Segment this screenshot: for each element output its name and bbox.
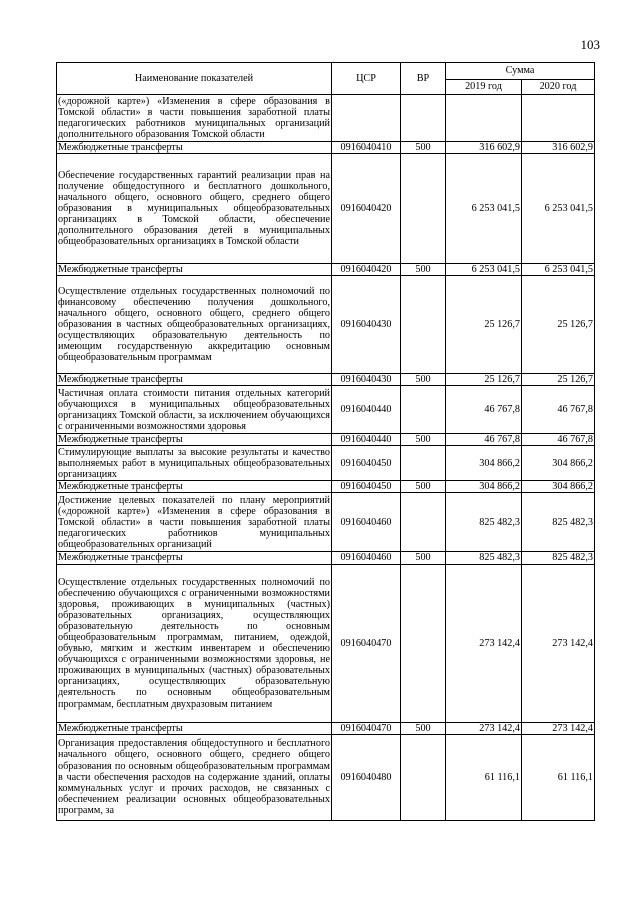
row-sum-2019-cell: 6 253 041,5 xyxy=(446,154,522,264)
row-csr-cell: 0916040440 xyxy=(332,434,401,446)
row-sum-2020-cell: 61 116,1 xyxy=(522,734,595,820)
row-vr-cell xyxy=(401,734,446,820)
table-row xyxy=(57,95,595,142)
row-sum-2019-cell: 304 866,2 xyxy=(446,446,522,481)
row-sum-2019-cell xyxy=(446,95,522,142)
row-sum-2020-cell: 46 767,8 xyxy=(522,386,595,434)
row-csr-cell: 0916040430 xyxy=(332,374,401,386)
row-sum-2019-cell: 25 126,7 xyxy=(446,374,522,386)
row-vr-cell xyxy=(401,446,446,481)
row-csr-cell: 0916040470 xyxy=(332,564,401,722)
row-sum-2019-cell: 304 866,2 xyxy=(446,481,522,493)
row-vr-cell xyxy=(401,276,446,374)
row-sum-2020-cell: 6 253 041,5 xyxy=(522,154,595,264)
row-name-cell: («дорожной карте») «Изменения в сфере образования в Томской области» в части повышения заработной платы педагогических работников муниципальных организаций дополнительного образования Томской области xyxy=(58,95,330,141)
row-vr-cell: 500 xyxy=(401,434,446,446)
header-year-2019: 2019 год xyxy=(446,80,522,95)
row-name-cell: Осуществление отдельных государственных полномочий по финансовому обеспечению получения дошкольного, начального общего, основного общего, среднего общего образования в частных общеобразовательных организациях, осуществляющих образовательную деятельность по имеющим государственную аккредитацию основным общеобразовательным программам xyxy=(57,276,332,374)
row-sum-2019-cell: 273 142,4 xyxy=(446,564,522,722)
table-row xyxy=(57,276,595,374)
table-row xyxy=(57,722,595,734)
row-name-cell: Межбюджетные трансферты xyxy=(57,434,332,446)
row-csr-cell: 0916040410 xyxy=(332,142,401,154)
row-name-cell: Межбюджетные трансферты xyxy=(57,374,332,386)
row-sum-2020-cell: 46 767,8 xyxy=(522,434,595,446)
table-row xyxy=(57,264,595,276)
row-csr-cell: 0916040450 xyxy=(332,446,401,481)
row-sum-2019-cell: 25 126,7 xyxy=(446,276,522,374)
row-name-cell: Межбюджетные трансферты xyxy=(57,481,332,493)
row-sum-2019-cell: 825 482,3 xyxy=(446,493,522,552)
row-name-cell: Межбюджетные трансферты xyxy=(57,552,332,564)
row-csr-cell: 0916040450 xyxy=(332,481,401,493)
row-vr-cell xyxy=(401,386,446,434)
row-sum-2020-cell: 273 142,4 xyxy=(522,564,595,722)
row-sum-2020-cell: 304 866,2 xyxy=(522,446,595,481)
table-row xyxy=(57,564,595,722)
row-vr-cell xyxy=(401,154,446,264)
row-csr-cell: 0916040420 xyxy=(332,154,401,264)
table-row xyxy=(57,386,595,434)
table-row xyxy=(57,434,595,446)
header-vr: ВР xyxy=(401,63,446,95)
row-csr-cell: 0916040420 xyxy=(332,264,401,276)
row-name-cell: Достижение целевых показателей по плану мероприятий («дорожной карте») «Изменения в сфере образования в Томской области» в части повышения заработной платы педагогических работников муниципальных общеобразовательных организаций xyxy=(58,494,330,551)
row-sum-2020-cell xyxy=(522,95,595,142)
row-sum-2020-cell: 825 482,3 xyxy=(522,493,595,552)
table-row xyxy=(57,446,595,481)
row-vr-cell xyxy=(401,95,446,142)
table-row xyxy=(57,142,595,154)
row-name-cell: Стимулирующие выплаты за высокие результаты и качество выполняемых работ в муниципальных общеобразовательных организациях xyxy=(58,446,330,480)
row-vr-cell xyxy=(401,564,446,722)
row-csr-cell: 0916040440 xyxy=(332,386,401,434)
row-sum-2019-cell: 316 602,9 xyxy=(446,142,522,154)
row-vr-cell xyxy=(401,493,446,552)
header-year-2020: 2020 год xyxy=(522,80,595,95)
row-sum-2019-cell: 61 116,1 xyxy=(446,734,522,820)
row-vr-cell: 500 xyxy=(401,722,446,734)
page-number: 103 xyxy=(580,37,600,52)
row-csr-cell xyxy=(332,95,401,142)
row-name-cell: Межбюджетные трансферты xyxy=(57,264,332,276)
row-sum-2019-cell: 825 482,3 xyxy=(446,552,522,564)
row-sum-2019-cell: 273 142,4 xyxy=(446,722,522,734)
header-sum: Сумма xyxy=(446,63,595,80)
row-name-cell: Осуществление отдельных государственных полномочий по обеспечению обучающихся с ограниченными возможностями здоровья, проживающих в муниципальных (частных) образовательных организациях, осуществляющих образовательную деятельность по основным общеобразовательным программам, питанием, одеждой, обувью, мягким и жестким инвентарем и обеспечению обучающихся с ограниченными возможностями здоровья, не проживающих в муниципальных (частных) образовательных организациях, осуществляющих образовательную деятельность по основным общеобразовательным программам, бесплатным двухразовым питанием xyxy=(57,564,332,722)
row-sum-2020-cell: 25 126,7 xyxy=(522,276,595,374)
row-csr-cell: 0916040430 xyxy=(332,276,401,374)
row-sum-2020-cell: 6 253 041,5 xyxy=(522,264,595,276)
row-sum-2020-cell: 825 482,3 xyxy=(522,552,595,564)
row-csr-cell: 0916040460 xyxy=(332,552,401,564)
header-csr: ЦСР xyxy=(332,63,401,95)
row-sum-2019-cell: 46 767,8 xyxy=(446,434,522,446)
row-sum-2020-cell: 304 866,2 xyxy=(522,481,595,493)
row-vr-cell: 500 xyxy=(401,142,446,154)
row-csr-cell: 0916040460 xyxy=(332,493,401,552)
row-vr-cell: 500 xyxy=(401,264,446,276)
table-row xyxy=(57,552,595,564)
row-sum-2020-cell: 273 142,4 xyxy=(522,722,595,734)
row-sum-2020-cell: 25 126,7 xyxy=(522,374,595,386)
table-row xyxy=(57,734,595,820)
row-name-cell: Обеспечение государственных гарантий реализации прав на получение общедоступного и бесплатного дошкольного, начального общего, основного общего, среднего общего образования в муниципальных общеобразовательных организациях в Томской области, обеспечение дополнительного образования детей в муниципальных общеобразовательных организациях в Томской области xyxy=(57,154,332,264)
budget-table xyxy=(56,62,595,821)
row-name-cell: Межбюджетные трансферты xyxy=(57,722,332,734)
row-name-cell: Организация предоставления общедоступного и бесплатного начального общего, основного общего, среднего общего образования по основным общеобразовательным программам в части обеспечения расходов на содержание зданий, оплаты коммунальных услуг и прочих расходов, не связанных с обеспечением реализации основных общеобразовательных программ, за xyxy=(57,734,332,820)
row-sum-2019-cell: 46 767,8 xyxy=(446,386,522,434)
row-name-cell: Межбюджетные трансферты xyxy=(57,142,332,154)
row-vr-cell: 500 xyxy=(401,374,446,386)
row-vr-cell: 500 xyxy=(401,552,446,564)
table-row xyxy=(57,154,595,264)
header-name: Наименование показателей xyxy=(57,63,332,95)
row-vr-cell: 500 xyxy=(401,481,446,493)
table-row xyxy=(57,374,595,386)
row-csr-cell: 0916040470 xyxy=(332,722,401,734)
row-name-cell: Частичная оплата стоимости питания отдельных категорий обучающихся в муниципальных общеобразовательных организациях Томской области, за исключением обучающихся с ограниченными возможностями здоровья xyxy=(58,387,330,432)
table-row xyxy=(57,493,595,552)
row-sum-2019-cell: 6 253 041,5 xyxy=(446,264,522,276)
table-row xyxy=(57,481,595,493)
row-csr-cell: 0916040480 xyxy=(332,734,401,820)
row-sum-2020-cell: 316 602,9 xyxy=(522,142,595,154)
